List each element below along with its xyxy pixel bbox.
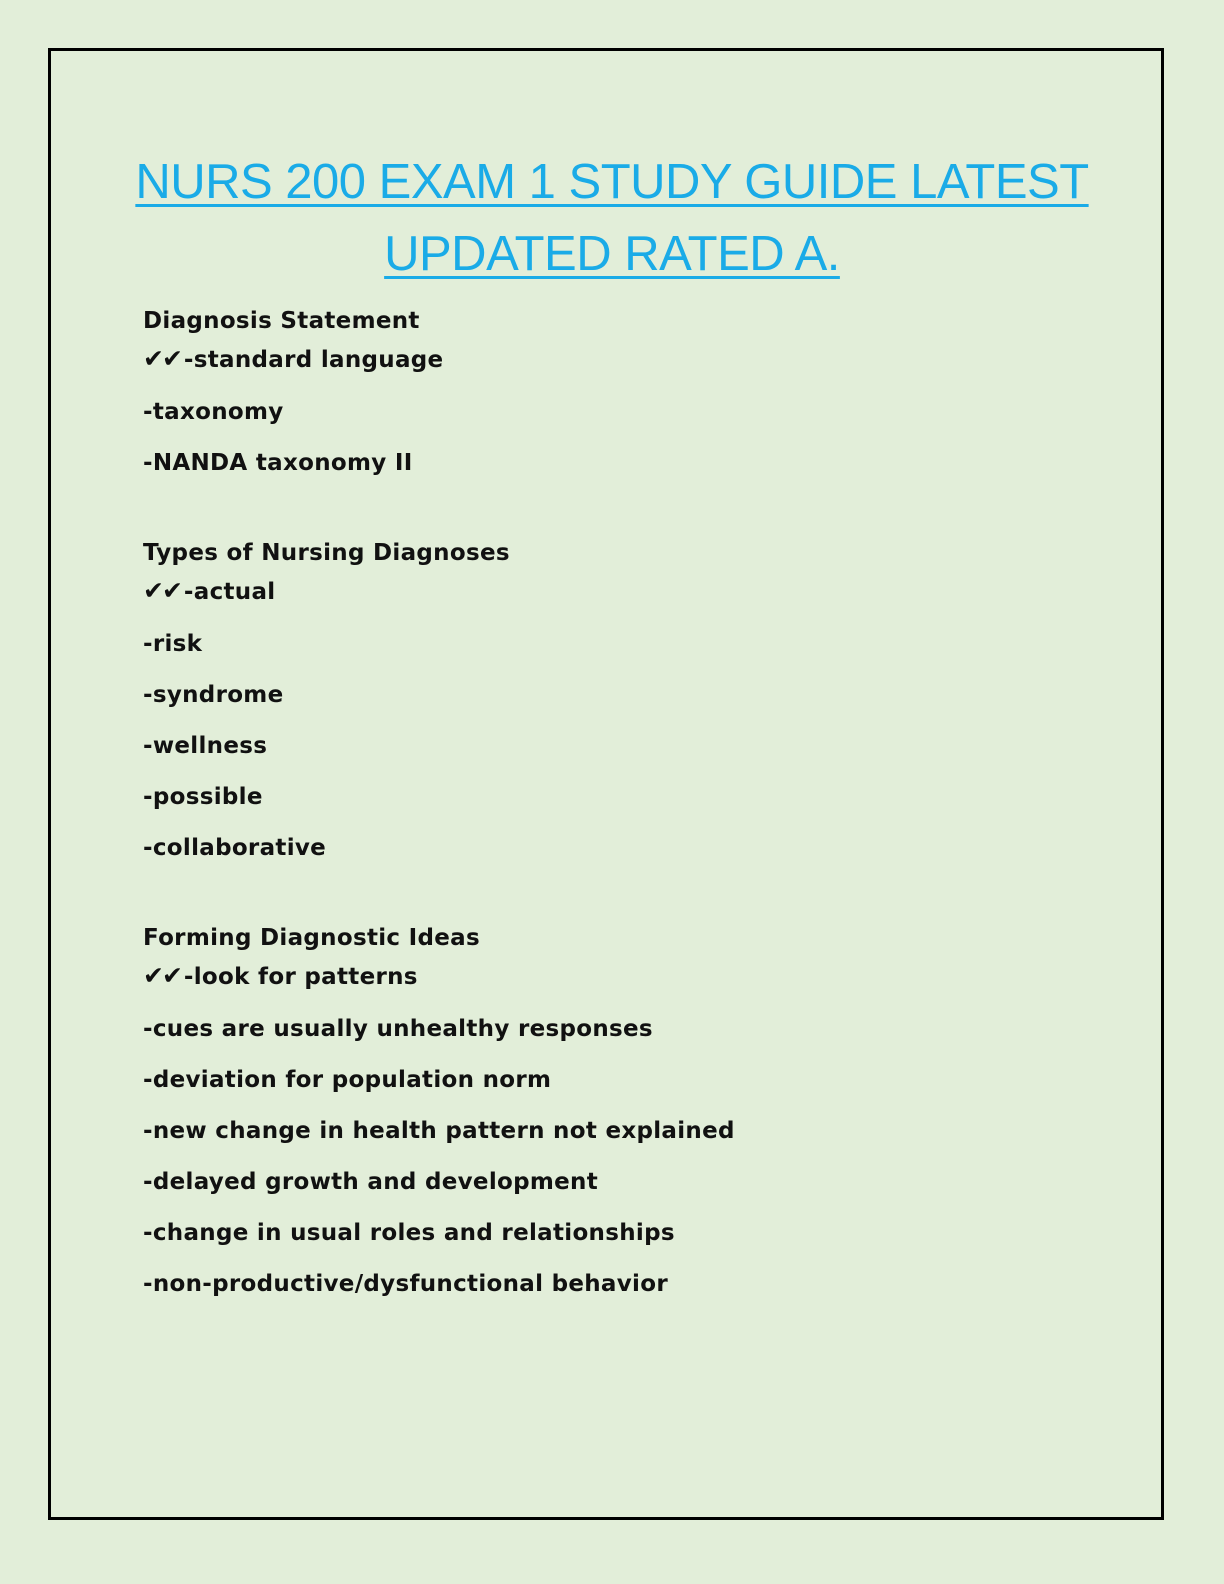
section-diagnosis-statement <box>143 305 1043 489</box>
list-item: -delayed growth and development <box>143 1169 599 1195</box>
section-heading: Types of Nursing Diagnoses <box>143 540 510 566</box>
list-item: -risk <box>143 631 203 657</box>
list-item: ✔✔ -standard language <box>143 344 444 373</box>
list-item: -syndrome <box>143 682 284 708</box>
list-item: -possible <box>143 784 263 810</box>
list-item: -collaborative <box>143 835 327 861</box>
list-item: -cues are usually unhealthy responses <box>143 1016 653 1042</box>
list-item: -NANDA taxonomy II <box>143 450 413 476</box>
double-check-icon: ✔✔ <box>143 961 181 990</box>
list-item: -taxonomy <box>143 399 284 425</box>
study-guide-content <box>143 305 1043 1310</box>
section-types-of-nursing-diagnoses <box>143 537 1043 874</box>
list-item: -change in usual roles and relationships <box>143 1220 675 1246</box>
list-item: ✔✔ -actual <box>143 576 276 605</box>
section-heading: Forming Diagnostic Ideas <box>143 925 480 951</box>
list-item: -non-productive/dysfunctional behavior <box>143 1271 668 1297</box>
title-line-2: UPDATED RATED A. <box>384 227 840 281</box>
double-check-icon: ✔✔ <box>143 576 181 605</box>
list-item: -wellness <box>143 733 268 759</box>
document-title <box>0 146 1224 290</box>
section-forming-diagnostic-ideas <box>143 922 1043 1310</box>
title-line-1: NURS 200 EXAM 1 STUDY GUIDE LATEST <box>135 155 1089 209</box>
section-heading: Diagnosis Statement <box>143 308 420 334</box>
list-item: -deviation for population norm <box>143 1067 552 1093</box>
list-item: -new change in health pattern not explained <box>143 1118 735 1144</box>
double-check-icon: ✔✔ <box>143 344 181 373</box>
list-item: ✔✔ -look for patterns <box>143 961 418 990</box>
